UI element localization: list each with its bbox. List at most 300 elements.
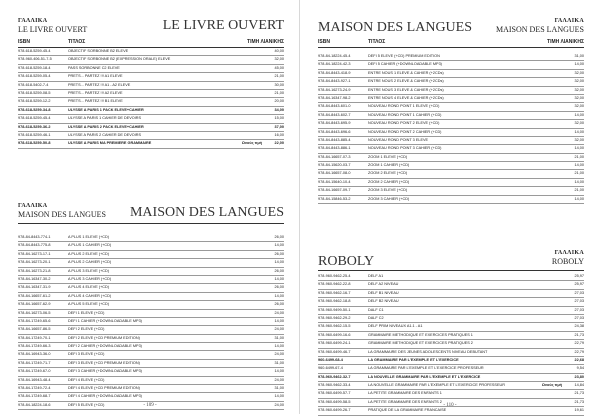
title-cell: DELF PRIM NIVEAUX A1.1 - A1 bbox=[368, 324, 423, 329]
title-cell: DEFI 3 CAHIER (+DOWNLOADABLE MP3) bbox=[68, 369, 142, 374]
table-row bbox=[18, 318, 284, 326]
flag-cell: Ωνούς τιμή bbox=[241, 141, 262, 146]
table-row bbox=[318, 162, 584, 170]
price-cell: 32,00 bbox=[574, 104, 584, 109]
price-cell: 25,97 bbox=[574, 274, 584, 278]
flag-cell bbox=[234, 90, 262, 97]
flag-cell bbox=[234, 132, 262, 139]
isbn-cell: 978-960-9462-32-7 bbox=[318, 374, 351, 379]
isbn-cell: 978-84-8443-886-1 bbox=[318, 146, 351, 151]
price-cell: 22,00 bbox=[274, 141, 284, 146]
section-rule bbox=[18, 223, 284, 224]
title-cell: LA GRAMMAIRE PAR L'EXEMPLE ET L'EXERCICE PROFESSEUR bbox=[368, 366, 484, 371]
flag-cell bbox=[534, 340, 562, 347]
table-row bbox=[18, 393, 284, 401]
title-cell: ULYSSE A PARIS 2 PACK ELEVE+CAHIER bbox=[68, 124, 144, 129]
isbn-cell: 978-84-17249-70-1 bbox=[18, 335, 51, 340]
price-column-header: ΤΙΜΗ ΛΙΑΝΙΚΗΣ bbox=[547, 39, 584, 45]
table-row bbox=[318, 70, 584, 78]
title-cell: PRETS... PARTEZ !!! A2 ELEVE bbox=[68, 90, 123, 95]
flag-cell bbox=[534, 61, 562, 68]
price-cell: 32,00 bbox=[274, 57, 284, 62]
table-row bbox=[18, 73, 284, 81]
title-cell: A PLUS 1 ELEVE (+CD) bbox=[68, 235, 110, 239]
price-cell: 20,00 bbox=[274, 99, 284, 104]
title-cell: NOUVEAU ROND POINT 2 ELEVE (+CD) bbox=[368, 121, 440, 126]
price-cell: 40,00 bbox=[274, 49, 284, 53]
table-row bbox=[318, 129, 584, 137]
isbn-cell: 978-960-9462-15-5 bbox=[318, 324, 351, 329]
title-cell: DEFI 4 ELEVE (+CD PREMIUM EDITION) bbox=[68, 386, 140, 391]
table-row bbox=[18, 251, 284, 259]
price-cell: 16,00 bbox=[274, 132, 284, 137]
isbn-cell: 978-84-17249-68-7 bbox=[18, 394, 51, 399]
title-cell: NOUVEAU ROND POINT 3 ELEVE bbox=[368, 137, 429, 142]
table-row bbox=[18, 132, 284, 140]
price-cell: 32,00 bbox=[574, 121, 584, 126]
isbn-cell: 978-960-6499-57-7 bbox=[318, 391, 351, 396]
flag-cell bbox=[234, 318, 262, 325]
isbn-cell: 978-84-17249-71-7 bbox=[18, 360, 51, 365]
table-row bbox=[18, 284, 284, 292]
table-row bbox=[18, 385, 284, 393]
title-cell: DELF B1 NIVEAU bbox=[368, 290, 399, 295]
section-subtitle: MAISON DES LANGUES bbox=[18, 210, 107, 219]
table-row bbox=[318, 382, 584, 390]
table-row bbox=[18, 268, 284, 276]
price-cell: 21,00 bbox=[274, 74, 284, 79]
price-cell: 21,00 bbox=[274, 90, 284, 95]
price-cell: 27,03 bbox=[574, 290, 584, 295]
isbn-cell: 978-960-9462-25-4 bbox=[318, 274, 351, 278]
price-cell: 14,00 bbox=[274, 243, 284, 248]
isbn-cell: 978-84-18224-42-3 bbox=[318, 62, 351, 67]
table-row bbox=[318, 179, 584, 187]
price-cell: 23,80 bbox=[574, 374, 584, 379]
table-row bbox=[18, 326, 284, 334]
title-column-header: ΤΙΤΛΟΣ bbox=[68, 39, 86, 45]
table-row bbox=[18, 276, 284, 284]
price-cell: 14,00 bbox=[574, 179, 584, 184]
isbn-cell: 978-618-5259-45-4 bbox=[18, 116, 51, 121]
flag-cell bbox=[534, 298, 562, 305]
price-cell: 22,79 bbox=[574, 341, 584, 346]
section-rule bbox=[318, 270, 584, 271]
title-cell: DALF C1 bbox=[368, 307, 384, 312]
title-cell: GRAMMAIRE METHODIQUE ET EXERCICES PRATIQUES 1 bbox=[368, 332, 473, 337]
section-big-title: ROBOLY bbox=[318, 254, 375, 269]
price-cell: 14,84 bbox=[574, 383, 584, 388]
title-cell: A PLUS 2 CAHIER (+CD) bbox=[68, 260, 112, 265]
title-cell: A PLUS 3 CAHIER (+CD) bbox=[68, 276, 112, 281]
flag-cell bbox=[234, 48, 262, 55]
isbn-cell: 978-84-16657-09-7 bbox=[318, 188, 351, 193]
price-cell: 14,00 bbox=[574, 163, 584, 168]
flag-cell bbox=[534, 129, 562, 136]
isbn-cell: 978-84-16657-86-5 bbox=[18, 327, 51, 332]
flag-cell bbox=[234, 368, 262, 375]
flag-cell bbox=[534, 281, 562, 288]
isbn-cell: 960-6499-67-4 bbox=[318, 366, 343, 371]
isbn-cell: 978-84-8443-695-9 bbox=[318, 121, 351, 126]
page-number: - 109 - bbox=[143, 403, 157, 408]
title-cell: NOUVEAU ROND POINT 2 CAHIER (+CD) bbox=[368, 129, 442, 134]
product-table bbox=[18, 234, 284, 410]
price-cell: 26,00 bbox=[274, 302, 284, 307]
isbn-cell: 978-84-8443-601-0 bbox=[318, 104, 351, 109]
table-row bbox=[318, 78, 584, 86]
flag-cell bbox=[534, 390, 562, 397]
price-cell: 24,00 bbox=[274, 327, 284, 332]
flag-cell bbox=[234, 360, 262, 367]
price-cell: 32,00 bbox=[574, 70, 584, 75]
table-row bbox=[318, 340, 584, 348]
title-cell: PRATIQUE DE LA GRAMMAIRE FRANCAISE bbox=[368, 408, 447, 413]
title-cell: ENTRE NOUS 3 ELEVE & CAHIER (+2CDs) bbox=[368, 87, 444, 92]
isbn-cell: 978-84-8443-774-1 bbox=[18, 235, 51, 239]
flag-cell bbox=[234, 385, 262, 392]
isbn-cell: 978-84-17249-72-4 bbox=[18, 386, 51, 391]
table-row bbox=[318, 145, 584, 153]
table-row bbox=[318, 61, 584, 69]
price-cell: 31,00 bbox=[274, 360, 284, 365]
flag-cell bbox=[534, 290, 562, 297]
price-cell: 14,00 bbox=[574, 112, 584, 117]
price-cell: 15,00 bbox=[274, 116, 284, 121]
isbn-cell: 978-84-16347-98-2 bbox=[318, 95, 351, 100]
flag-cell bbox=[534, 53, 562, 60]
title-cell: DEFI 2 ELEVE (+CD) bbox=[68, 327, 105, 332]
flag-cell bbox=[534, 70, 562, 77]
price-cell: 24,38 bbox=[574, 324, 584, 329]
flag-cell bbox=[234, 234, 262, 241]
title-cell: ULYSSE A PARIS MA PREMIERE GRAMMAIRE bbox=[68, 141, 152, 146]
price-cell: 26,00 bbox=[274, 268, 284, 273]
table-row bbox=[18, 115, 284, 123]
isbn-cell: 978-84-18224-45-4 bbox=[318, 54, 351, 58]
flag-cell bbox=[534, 154, 562, 161]
table-row bbox=[18, 368, 284, 376]
title-cell: PRETS... PARTEZ !!! A1 ELEVE bbox=[68, 74, 123, 79]
flag-cell bbox=[534, 196, 562, 203]
table-row bbox=[18, 140, 284, 148]
title-cell: ENTRE NOUS 4 ELEVE & CAHIER (+2CDs) bbox=[368, 95, 444, 100]
table-row bbox=[318, 273, 584, 281]
section-kicker: ΓΑΛΛΙΚΑ bbox=[554, 250, 584, 256]
flag-cell bbox=[534, 374, 562, 381]
isbn-cell: 978-960-9462-29-2 bbox=[318, 315, 351, 320]
table-row bbox=[18, 65, 284, 73]
title-cell: DEFI 2 ELEVE (+CD PREMIUM EDITION) bbox=[68, 335, 140, 340]
isbn-cell: 978-84-8443-927-1 bbox=[318, 79, 351, 84]
table-row bbox=[18, 48, 284, 56]
table-row bbox=[318, 374, 584, 382]
section-kicker: ΓΑΛΛΙΚΑ bbox=[18, 18, 48, 24]
isbn-cell: 978-84-8443-696-6 bbox=[318, 129, 351, 134]
section-header bbox=[318, 246, 584, 270]
flag-cell bbox=[534, 315, 562, 322]
section-kicker: ΓΑΛΛΙΚΑ bbox=[554, 18, 584, 24]
title-cell: ENTRE NOUS 2 ELEVE & CAHIER (+2CDs) bbox=[368, 79, 444, 84]
price-cell: 25,97 bbox=[574, 282, 584, 287]
title-cell: DEFI 5 ELEVE (+CD) bbox=[68, 402, 105, 407]
title-cell: ZOOM 3 CAHIER (+CD) bbox=[368, 196, 410, 201]
flag-cell bbox=[534, 162, 562, 169]
flag-cell bbox=[534, 307, 562, 314]
isbn-cell: 978-960-6499-16-6 bbox=[318, 332, 351, 337]
table-row bbox=[318, 332, 584, 340]
table-row bbox=[18, 98, 284, 106]
table-row bbox=[318, 87, 584, 95]
price-cell: 14,00 bbox=[274, 276, 284, 281]
table-row bbox=[18, 377, 284, 385]
title-cell: NOUVEAU ROND POINT 1 ELEVE (+CD) bbox=[368, 104, 440, 109]
price-cell: 30,00 bbox=[274, 82, 284, 87]
column-header-row bbox=[318, 38, 584, 48]
price-cell: 9,54 bbox=[576, 366, 584, 371]
isbn-cell: 978-960-6499-58-5 bbox=[318, 399, 351, 404]
table-row bbox=[318, 390, 584, 398]
isbn-cell: 978-84-16347-31-9 bbox=[18, 285, 51, 290]
price-cell: 22,68 bbox=[574, 357, 584, 362]
isbn-cell: 978-618-5259-12-2 bbox=[18, 99, 51, 104]
flag-cell bbox=[234, 293, 262, 300]
flag-cell bbox=[534, 103, 562, 110]
page-number: - 110 - bbox=[443, 403, 457, 408]
isbn-cell: 978-960-9462-18-8 bbox=[318, 299, 351, 304]
table-row bbox=[318, 298, 584, 306]
title-cell: DELF B2 NIVEAU bbox=[368, 299, 399, 304]
title-cell: PRETS... PARTEZ !!! A1 - A2 ELEVE bbox=[68, 82, 131, 87]
section-maison-des-langues-continued bbox=[318, 14, 584, 204]
isbn-cell: 978-960-9462-22-8 bbox=[318, 282, 351, 287]
isbn-cell: 978-84-17249-67-0 bbox=[18, 369, 51, 374]
flag-cell bbox=[234, 326, 262, 333]
section-le-livre-ouvert bbox=[18, 14, 284, 149]
table-row bbox=[318, 95, 584, 103]
isbn-cell: 978-84-17249-65-6 bbox=[18, 318, 51, 323]
flag-cell bbox=[234, 115, 262, 122]
price-cell: 31,00 bbox=[574, 54, 584, 58]
title-cell: PRETS... PARTEZ !!! B1 ELEVE bbox=[68, 99, 123, 104]
flag-cell bbox=[534, 365, 562, 372]
title-cell: A PLUS 3 ELEVE (+CD) bbox=[68, 268, 110, 273]
right-page bbox=[300, 0, 600, 414]
title-cell: DEFI 4 CAHIER (+DOWNLOADABLE MP3) bbox=[68, 394, 142, 399]
flag-cell bbox=[534, 145, 562, 152]
title-cell: DEFI 3 ELEVE (+CD PREMIUM EDITION) bbox=[68, 360, 140, 365]
flag-cell bbox=[534, 137, 562, 144]
price-column-header: ΤΙΜΗ ΛΙΑΝΙΚΗΣ bbox=[247, 39, 284, 45]
section-header bbox=[318, 14, 584, 36]
isbn-cell: 978-618-5259-05-4 bbox=[18, 74, 51, 79]
table-row bbox=[318, 357, 584, 365]
price-cell: 21,00 bbox=[574, 171, 584, 176]
flag-cell bbox=[534, 179, 562, 186]
isbn-cell: 978-84-16943-36-0 bbox=[18, 352, 51, 357]
section-header bbox=[18, 199, 284, 221]
section-kicker: ΓΑΛΛΙΚΑ bbox=[18, 203, 48, 209]
isbn-cell: 978-960-9462-33-4 bbox=[318, 383, 351, 388]
title-cell: LA GRAMMAIRE DES JEUNES ADOLESCENTS NIVEAU DEBUTANT bbox=[368, 349, 488, 354]
flag-cell: Ωνούς τιμή bbox=[541, 383, 562, 388]
price-cell: 14,00 bbox=[274, 260, 284, 265]
table-row bbox=[318, 315, 584, 323]
flag-cell bbox=[234, 351, 262, 358]
table-row bbox=[318, 170, 584, 178]
isbn-cell: 978-84-17249-66-3 bbox=[18, 344, 51, 349]
flag-cell bbox=[234, 343, 262, 350]
left-page bbox=[0, 0, 300, 414]
price-cell: 26,00 bbox=[274, 251, 284, 256]
price-cell: 32,00 bbox=[574, 137, 584, 142]
title-cell: DEFI 5 CAHIER (+DOWNLOADABLE MP3) bbox=[368, 62, 442, 67]
table-row bbox=[18, 82, 284, 90]
title-column-header: ΤΙΤΛΟΣ bbox=[368, 39, 386, 45]
isbn-cell: 978-618-5259-34-8 bbox=[18, 107, 51, 112]
table-row bbox=[18, 234, 284, 242]
isbn-cell: 978-84-8443-885-4 bbox=[318, 137, 351, 142]
price-cell: 34,00 bbox=[274, 107, 284, 112]
flag-cell bbox=[534, 170, 562, 177]
title-cell: A PLUS 5 ELEVE (+CD) bbox=[68, 302, 110, 307]
price-cell: 14,00 bbox=[574, 129, 584, 134]
table-row bbox=[18, 259, 284, 267]
isbn-cell: 978-960-6499-24-1 bbox=[318, 341, 351, 346]
isbn-cell: 978-960-6499-46-7 bbox=[318, 349, 351, 354]
title-cell: ULYSSE A PARIS 1 PACK ELEVE+CAHIER bbox=[68, 107, 144, 112]
isbn-cell: 978-84-8443-602-7 bbox=[318, 112, 351, 117]
flag-cell bbox=[234, 268, 262, 275]
flag-cell bbox=[534, 120, 562, 127]
table-row bbox=[318, 154, 584, 162]
table-row bbox=[318, 120, 584, 128]
table-row bbox=[318, 187, 584, 195]
isbn-cell: 978-84-16273-20-1 bbox=[18, 260, 51, 265]
title-cell: DEFI 1 ELEVE (+CD) bbox=[68, 310, 105, 315]
price-cell: 22,79 bbox=[574, 349, 584, 354]
title-cell: GRAMMAIRE METHODIQUE ET EXERCICES PRATIQUES 2 bbox=[368, 341, 473, 346]
isbn-cell: 978-618-5259-18-4 bbox=[18, 65, 51, 70]
isbn-cell: 978-84-8443-775-8 bbox=[18, 243, 51, 248]
isbn-cell: 978-84-8443-418-9 bbox=[318, 70, 351, 75]
flag-cell bbox=[534, 187, 562, 194]
flag-cell bbox=[234, 377, 262, 384]
table-row bbox=[318, 196, 584, 204]
isbn-cell: 978-960-9462-16-7 bbox=[318, 290, 351, 295]
table-row bbox=[18, 360, 284, 368]
price-cell: 27,03 bbox=[574, 299, 584, 304]
isbn-cell: 978-960-9499-50-1 bbox=[318, 307, 351, 312]
table-row bbox=[18, 335, 284, 343]
table-row bbox=[18, 107, 284, 115]
flag-cell bbox=[534, 273, 562, 280]
table-row bbox=[318, 349, 584, 357]
isbn-cell: 978-618-5259-36-2 bbox=[18, 124, 51, 129]
price-cell: 14,00 bbox=[574, 146, 584, 151]
flag-cell bbox=[234, 393, 262, 400]
isbn-cell: 978-84-18224-18-6 bbox=[18, 402, 51, 407]
title-cell: DEFI 1 CAHIER (+DOWNLOADABLE MP3) bbox=[68, 318, 142, 323]
price-cell: 21,00 bbox=[574, 154, 584, 159]
flag-cell bbox=[534, 95, 562, 102]
price-cell: 27,03 bbox=[574, 307, 584, 312]
product-table bbox=[318, 53, 584, 204]
price-cell: 14,00 bbox=[574, 196, 584, 201]
flag-cell bbox=[534, 323, 562, 330]
price-cell: 27,03 bbox=[574, 315, 584, 320]
price-cell: 37,00 bbox=[274, 124, 284, 129]
title-cell: ZOOM 1 ELEVE (+CD) bbox=[368, 154, 408, 159]
table-row bbox=[18, 242, 284, 250]
table-row bbox=[18, 293, 284, 301]
flag-cell bbox=[234, 251, 262, 258]
title-cell: ULYSSE A PARIS 2 CAHIER DE DEVOIRS bbox=[68, 132, 142, 137]
isbn-cell: 978-84-16943-48-4 bbox=[18, 377, 51, 382]
title-cell: ENTRE NOUS 1 ELEVE & CAHIER (+2CDs) bbox=[368, 70, 444, 75]
section-subtitle: LE LIVRE OUVERT bbox=[18, 25, 88, 34]
title-cell: NOUVEAU ROND POINT 3 CAHIER (+CD) bbox=[368, 146, 442, 151]
price-cell: 21,73 bbox=[574, 332, 584, 337]
product-table bbox=[18, 48, 284, 149]
flag-cell bbox=[234, 73, 262, 80]
title-cell: A PLUS 2 ELEVE (+CD) bbox=[68, 251, 110, 256]
isbn-cell: 978-84-16273-21-8 bbox=[18, 268, 51, 273]
title-cell: DELF A2 NIVEAU bbox=[368, 282, 399, 287]
isbn-cell: 978-84-16657-61-2 bbox=[18, 293, 51, 298]
isbn-cell: 978-618-5259-08-5 bbox=[18, 90, 51, 95]
flag-cell bbox=[234, 124, 262, 131]
section-big-title: LE LIVRE OUVERT bbox=[162, 18, 284, 33]
table-row bbox=[18, 301, 284, 309]
table-row bbox=[18, 124, 284, 132]
flag-cell bbox=[234, 276, 262, 283]
flag-cell bbox=[234, 259, 262, 266]
title-cell: ZOOM 3 ELEVE (+CD) bbox=[368, 188, 408, 193]
title-cell: ZOOM 2 ELEVE (+CD) bbox=[368, 171, 408, 176]
table-row bbox=[318, 407, 584, 415]
title-cell: LA PETITE GRAMMAIRE DES ENFANTS 2 bbox=[368, 399, 442, 404]
price-cell: 31,00 bbox=[274, 335, 284, 340]
isbn-cell: 978-84-15846-53-2 bbox=[318, 196, 351, 201]
table-row bbox=[18, 343, 284, 351]
isbn-column-header: ISBN bbox=[18, 39, 30, 45]
section-roboly bbox=[318, 246, 584, 416]
price-cell: 26,00 bbox=[274, 235, 284, 239]
price-cell: 14,00 bbox=[274, 344, 284, 349]
section-big-title: MAISON DES LANGUES bbox=[318, 20, 473, 35]
section-subtitle: MAISON DES LANGUES bbox=[495, 25, 584, 34]
flag-cell bbox=[234, 310, 262, 317]
price-cell: 26,00 bbox=[274, 285, 284, 290]
column-header-row bbox=[18, 38, 284, 48]
price-cell: 14,00 bbox=[274, 318, 284, 323]
flag-cell bbox=[234, 98, 262, 105]
flag-cell bbox=[534, 357, 562, 364]
flag-cell bbox=[234, 284, 262, 291]
price-cell: 21,73 bbox=[574, 399, 584, 404]
flag-cell bbox=[234, 242, 262, 249]
price-cell: 32,00 bbox=[574, 87, 584, 92]
title-cell: LA PETITE GRAMMAIRE DES ENFANTS 1 bbox=[368, 391, 442, 396]
section-subtitle: ROBOLY bbox=[551, 257, 584, 266]
isbn-cell: 978-84-16657-08-0 bbox=[318, 171, 351, 176]
price-cell: 32,00 bbox=[574, 95, 584, 100]
flag-cell bbox=[234, 335, 262, 342]
flag-cell bbox=[234, 56, 262, 63]
table-row bbox=[318, 103, 584, 111]
isbn-cell: 978-84-16273-24-9 bbox=[318, 87, 351, 92]
